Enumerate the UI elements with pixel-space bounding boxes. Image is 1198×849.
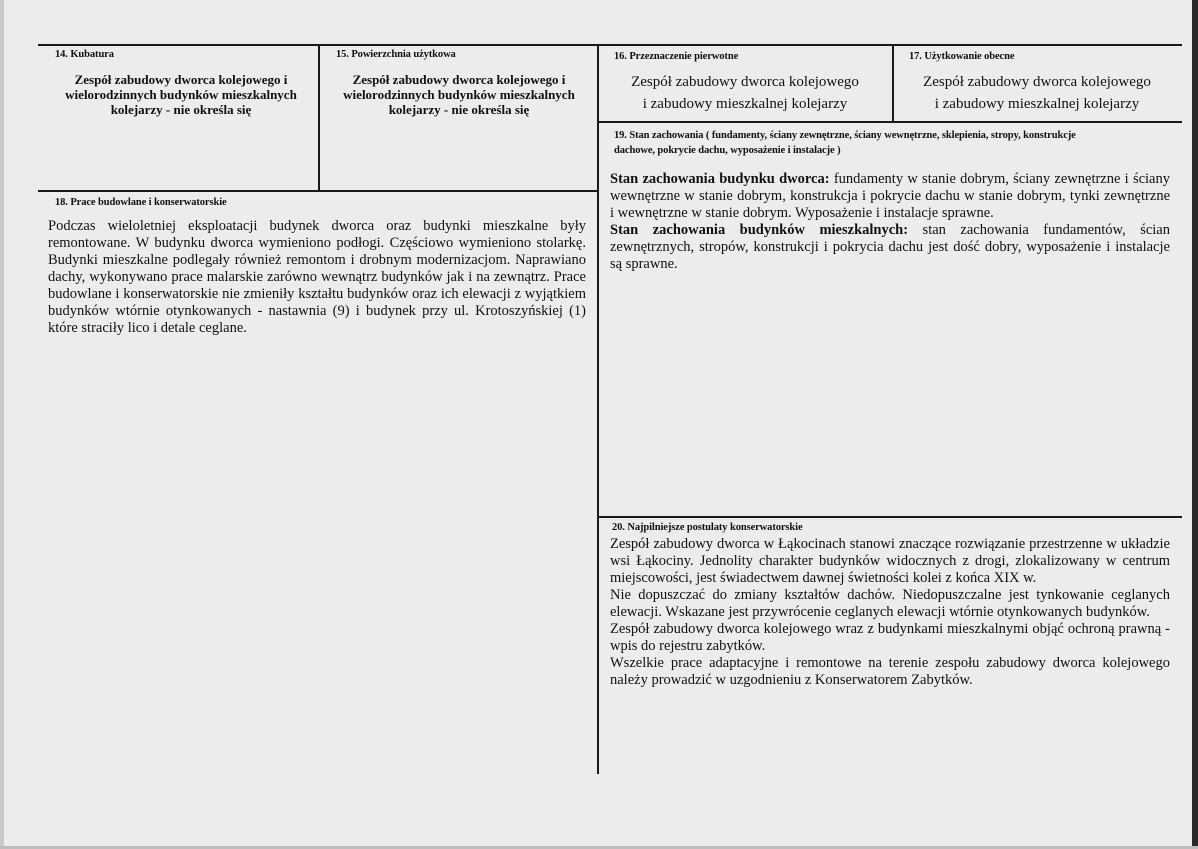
field-19-body-2: stan zachowania fundamentów, ścian zewnętrznych, stropów, konstrukcji i pokrycia dachu jest dość dobry, wyposażenie i instalacje są sprawne. [610, 222, 1170, 272]
field-16-label: 16. Przeznaczenie pierwotne [614, 51, 739, 62]
field-19-text [610, 171, 1170, 273]
field-17-value [900, 71, 1174, 115]
field-18-label: 18. Prace budowlane i konserwatorskie [55, 197, 227, 208]
line-under-14-15 [38, 190, 598, 192]
field-17-label: 17. Użytkowanie obecne [909, 51, 1015, 62]
field-18-text [48, 218, 586, 337]
field-20-paragraph-2: Nie dopuszczać do zmiany kształtów dachów. Niedopuszczalne jest tynkowanie ceglanych elewacji. Wskazane jest przywrócenie ceglanych elewacji wtórnie otynkowanych budynków. [610, 587, 1170, 620]
field-20-paragraph-1: Zespół zabudowy dworca w Łąkocinach stanowi znaczące rozwiązanie przestrzenne w układzie wsi Łąkociny. Jednolity charakter budynków widocznych z drogi, zlokalizowany w centrum miejscowości, jest świadectwem dawnej świetności kolei z końca XIX w. [610, 536, 1170, 586]
field-15-label: 15. Powierzchnia użytkowa [336, 49, 456, 60]
scan-edge-left [0, 0, 4, 849]
field-20-label: 20. Najpilniejsze postulaty konserwatorskie [612, 522, 803, 533]
line-above-20 [598, 516, 1182, 518]
divider-14-15 [318, 44, 320, 191]
top-border-line [38, 44, 1182, 46]
field-19-body-1: fundamenty w stanie dobrym, ściany zewnętrzne i ściany wewnętrzne w stanie dobrym, konstrukcja i pokrycie dachu w stanie dobrym, tynki zewnętrzne i wewnętrzne w stanie dobrym. Wyposażenie i instalacje sprawne. [610, 171, 1170, 221]
field-16-value [605, 71, 885, 115]
field-16-line2: i zabudowy mieszkalnej kolejarzy [642, 96, 848, 112]
field-17-line2: i zabudowy mieszkalnej kolejarzy [934, 96, 1140, 112]
field-17-line1: Zespół zabudowy dworca kolejowego [923, 74, 1151, 90]
field-20-text [610, 536, 1170, 689]
field-18-paragraph: Podczas wieloletniej eksploatacji budynek dworca oraz budynki mieszkalne były remontowane. W budynku dworca wymieniono podłogi. Częściowo wymieniono stolarkę. Budynki mieszkalne podlegały również remontom i drobnym modernizacjom. Naprawiano dachy, wykonywano prace malarskie zarówno wewnątrz budynków jak i na zewnątrz. Prace budowlane i konserwatorskie nie zmieniły kształtu budynków oraz ich elewacji z wyjątkiem budynków wtórnie otynkowanych - nastawnia (9) i budynek przy ul. Krotoszyńskiej (1) które straciły lico i detale ceglane. [48, 218, 586, 336]
field-19-label: 19. Stan zachowania ( fundamenty, ściany zewnętrzne, ściany wewnętrzne, sklepienia, stropy, konstrukcje dachowe, pokrycie dachu, wyposażenie i instalacje ) [614, 130, 1076, 156]
field-20-paragraph-4: Wszelkie prace adaptacyjne i remontowe na terenie zespołu zabudowy dworca kolejowego należy prowadzić w uzgodnieniu z Konserwatorem Zabytków. [610, 655, 1170, 688]
field-14-value: Zespół zabudowy dworca kolejowego i wielorodzinnych budynków mieszkalnych kolejarzy - nie określa się [65, 72, 297, 117]
field-14-label: 14. Kubatura [55, 49, 114, 60]
field-16-line1: Zespół zabudowy dworca kolejowego [631, 74, 859, 90]
divider-left-right [597, 44, 599, 774]
field-20-paragraph-3: Zespół zabudowy dworca kolejowego wraz z budynkami mieszkalnymi objąć ochroną prawną - wpis do rejestru zabytków. [610, 621, 1170, 654]
field-19-heading-1: Stan zachowania budynku dworca: [610, 171, 830, 187]
line-under-16-17 [598, 121, 1182, 123]
scan-edge-right [1192, 0, 1198, 849]
field-15-value: Zespół zabudowy dworca kolejowego i wielorodzinnych budynków mieszkalnych kolejarzy - nie określa się [343, 72, 575, 117]
field-19-paragraph-2 [610, 222, 1170, 273]
divider-16-17 [892, 44, 894, 122]
field-19-heading-2: Stan zachowania budynków mieszkalnych: [610, 222, 909, 238]
field-19-paragraph-1 [610, 171, 1170, 222]
